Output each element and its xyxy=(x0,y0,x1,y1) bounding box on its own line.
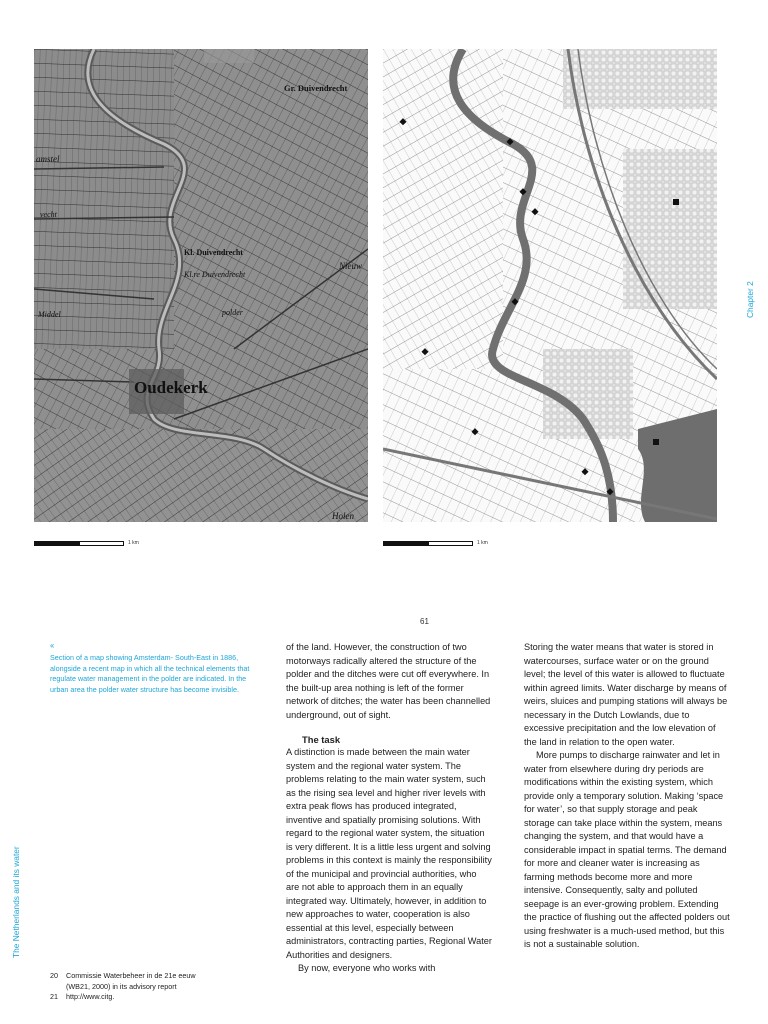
middle-paragraph-3: By now, everyone who works with xyxy=(298,963,436,973)
map-label-oudekerk: Oudekerk xyxy=(134,378,208,397)
section-heading-the-task: The task xyxy=(302,734,341,745)
middle-paragraph-2: A distinction is made between the main water system and the regional water system. The problems relating to the main water system, such as the rising sea level and higher river levels with extra peak flows has produced integrated, inventive and spatially promising solutions. With regard to the regional water system, the situation is very different. It is a little less urgent and solving problems in this context is mainly the responsibility of the municipal and provincial authorities, who are not able to approach them in an equally integrated way. Ultimately, however, in addition to new approaches to water, cooperation is also essential at this level, especially between administrators, contracting parties, Regional Water Authorities and designers. xyxy=(286,747,492,960)
body-column-middle xyxy=(286,641,492,976)
chapter-label: Chapter 2 xyxy=(745,281,755,318)
map-label-duivendrecht-2: Kl.re Duivendrecht xyxy=(184,270,246,279)
caption-arrow: ‹‹ xyxy=(50,641,54,650)
map-label-kl-duivendrecht: Kl. Duivendrecht xyxy=(184,248,243,257)
map-label-vecht: vecht xyxy=(40,210,57,219)
map-label-middel: Middel xyxy=(38,310,61,319)
historic-map-scale-label: 1 km xyxy=(128,540,139,546)
footnote-21: 21 http://www.citg. xyxy=(50,992,115,1001)
footnote-20: 20 Commissie Waterbeheer in de 21e eeuw (WB21, 2000) in its advisory report xyxy=(50,971,196,991)
map-label-amstel: amstel xyxy=(36,154,60,164)
book-title-label: The Netherlands and its water xyxy=(11,846,21,958)
modern-map xyxy=(383,49,717,522)
middle-paragraph-1: of the land. However, the construction of two motorways radically altered the structure of the polder and the ditches were cut off everywhere. In the built-up area nothing is left of the former network of ditches; the water has been channelled underground, out of sight. xyxy=(286,642,491,720)
caption-text: Section of a map showing Amsterdam- South-East in 1886, alongside a recent map in which all the technical elements that regulate water management in the polder are indicated. In the urban area the polder water structure has become invisible. xyxy=(50,653,250,694)
map-label-nieuw: Nieuw xyxy=(339,261,363,271)
right-paragraph-2: More pumps to discharge rainwater and let in water from elsewhere during dry periods are modifications within the existing system, which provide only a temporary solution. Making ‘space for water’, so that supply storage and peak storage can take place within the system, means changing the system, and that would have a considerable impact in spatial terms. The demand for more and cleaner water is increasing as farming methods become more and more intensive. Consequently, salty and polluted seepage is an ever-growing problem. Extending the practice of flushing out the affected polders out using freshwater is a much-used method, but this is not a sustainable solution. xyxy=(524,750,730,949)
right-paragraph-1: Storing the water means that water is stored in watercourses, surface water or on the ground level; the level of this water is allowed to fluctuate within agreed limits. Water discharge by means of weirs, sluices and pumping stations will always be necessary in the Dutch Lowlands, due to excessive precipitation and the low elevation of the land in relation to the open water. xyxy=(524,642,728,747)
map-label-gr-duivendrecht: Gr. Duivendrecht xyxy=(284,83,348,93)
body-column-right xyxy=(524,641,730,952)
map-label-holen: Holen xyxy=(332,511,354,521)
historic-map xyxy=(34,49,368,522)
map-label-polder: polder xyxy=(222,308,243,317)
footnotes xyxy=(50,971,210,1003)
figure-caption xyxy=(50,641,262,695)
modern-map-scale-label: 1 km xyxy=(477,540,488,546)
page-number: 61 xyxy=(420,617,429,626)
